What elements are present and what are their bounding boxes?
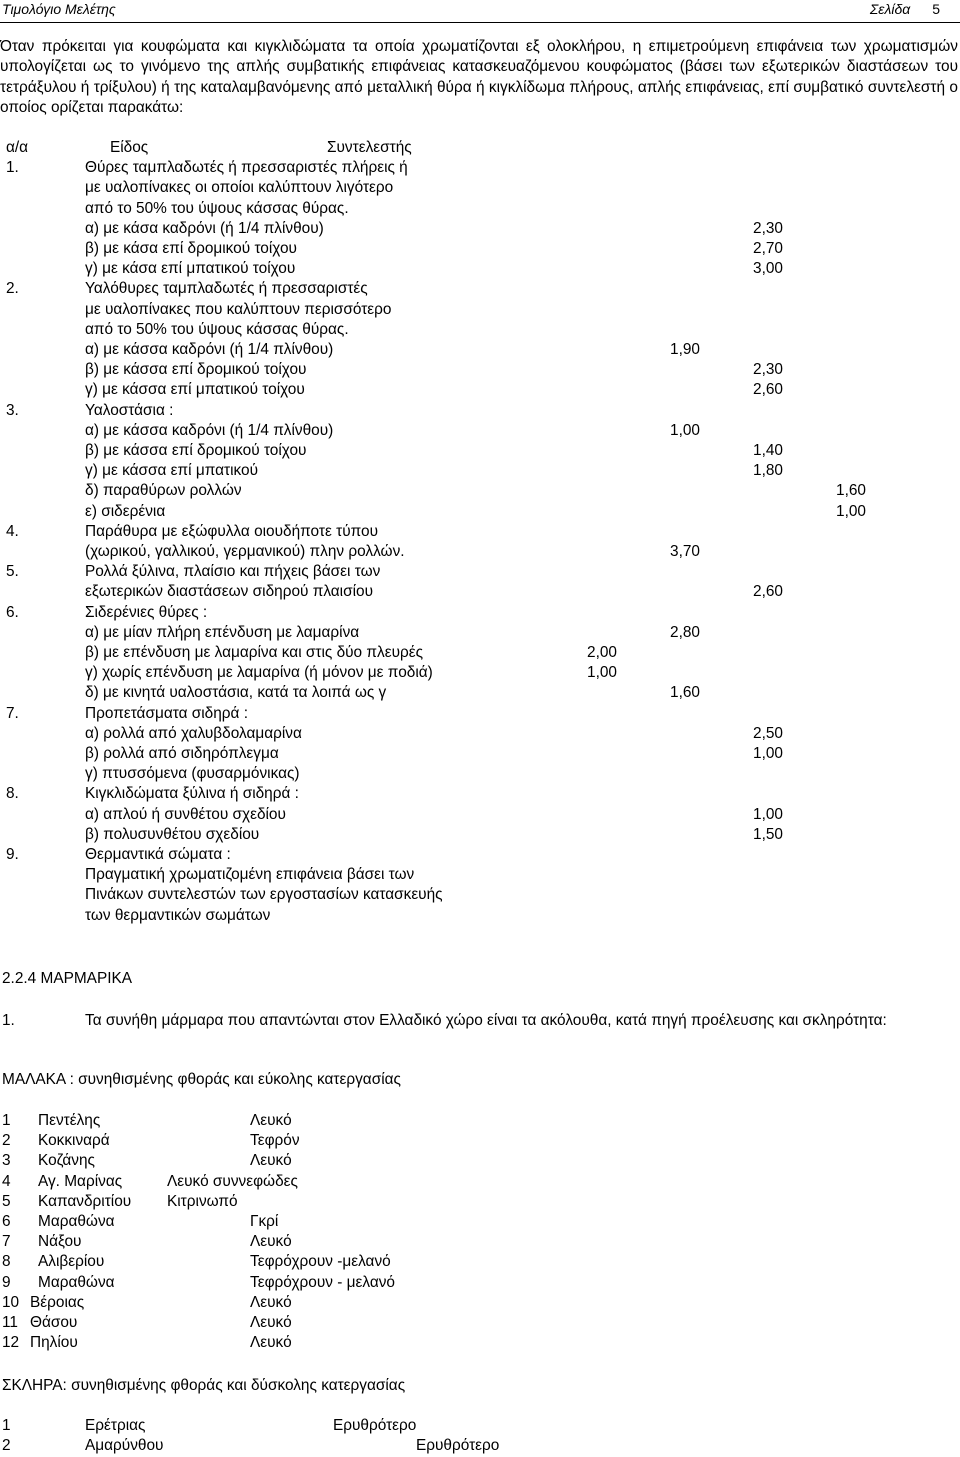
sub-item-label: γ) πτυσσόμενα (φυσαρμόνικας) (85, 765, 300, 783)
sub-item-label: δ) με κινητά υαλοστάσια, κατά τα λοιπά ως γ (85, 684, 387, 702)
sub-item-label: β) με κάσσα επί δρομικού τοίχου (85, 442, 307, 459)
item-description: Ρολλά ξύλινα, πλαίσιο και πήχεις βάσει των (85, 563, 381, 581)
page-number: 5 (932, 1, 940, 17)
marble-origin: Μαραθώνα (38, 1273, 115, 1291)
marble-origin: Βέροιας (30, 1293, 85, 1311)
item-description: Υαλόθυρες ταμπλαδωτές ή πρεσσαριστές (85, 280, 368, 298)
item-description: με υαλοπίνακες οι οποίοι καλύπτουν λιγότερο (85, 179, 394, 197)
marble-intro-paragraph: Τα συνήθη μάρμαρα που απαντώνται στον Ελλαδικό χώρο είναι τα ακόλουθα, κατά πηγή προέλευσης και σκληρότητα: (85, 1012, 887, 1029)
marble-color: Ερυθρότερο (333, 1417, 417, 1434)
sub-item-label: α) απλού ή συνθέτου σχεδίου (85, 805, 286, 823)
sub-item-label: ε) σιδερένια (85, 502, 166, 520)
marble-color: Λευκό (250, 1314, 292, 1331)
marble-number: 1 (2, 1112, 11, 1129)
item-number: 1. (6, 159, 19, 177)
item-description: Πραγματική χρωματιζομένη επιφάνεια βάσει των (85, 866, 415, 884)
coefficient-value: 3,00 (753, 260, 783, 278)
item-description: Θύρες ταμπλαδωτές ή πρεσσαριστές πλήρεις ή (85, 159, 408, 177)
coefficient-value: 1,00 (753, 805, 783, 823)
item-description: από το 50% του ύψους κάσσας θύρας. (85, 199, 349, 217)
coefficient-value: 2,50 (753, 724, 783, 742)
sub-item-label: α) με μίαν πλήρη επένδυση με λαμαρίνα (85, 623, 360, 641)
coefficient-value: 1,00 (753, 745, 783, 762)
marble-origin: Αγ. Μαρίνας (38, 1172, 123, 1190)
table-header-aa: α/α (6, 139, 29, 156)
sub-item-label: β) με επένδυση με λαμαρίνα και στις δύο πλευρές (85, 644, 424, 661)
item-description: με υαλοπίνακες που καλύπτουν περισσότερο (85, 300, 392, 318)
item-description: Προπετάσματα σιδηρά : (85, 704, 248, 722)
sub-item-label: β) πολυσυνθέτου σχεδίου (85, 825, 260, 843)
marble-color: Κιτρινωπό (167, 1192, 238, 1210)
page-label: Σελίδα (869, 1, 911, 17)
item-description: Κιγκλιδώματα ξύλινα ή σιδηρά : (85, 785, 299, 803)
coefficient-value: 1,80 (753, 462, 783, 480)
coefficient-value: 3,70 (670, 543, 700, 560)
sub-item-label: γ) με κάσσα επί μπατικού (85, 462, 259, 480)
section-title: 2.2.4 ΜΑΡΜΑΡΙΚΑ (2, 970, 133, 987)
marble-number: 5 (2, 1192, 11, 1210)
marble-color: Λευκό (250, 1233, 292, 1251)
table-header-coefficient: Συντελεστής (327, 139, 412, 156)
item-description: Πινάκων συντελεστών των εργοστασίων κατασκευής (85, 886, 443, 904)
marble-number: 12 (2, 1334, 20, 1352)
marble-origin: Ερέτριας (85, 1417, 146, 1434)
coefficient-value: 1,00 (836, 502, 866, 520)
item-number: 6. (6, 603, 19, 621)
item-number: 9. (6, 846, 19, 863)
marble-origin: Μαραθώνα (38, 1213, 115, 1230)
coefficient-value: 1,50 (753, 825, 783, 843)
coefficient-value: 2,80 (670, 623, 700, 641)
marble-number: 1 (2, 1417, 11, 1434)
marble-color: Λευκό (250, 1112, 292, 1129)
marble-origin: Πηλίου (30, 1334, 78, 1352)
coefficient-value: 1,00 (587, 664, 617, 682)
item-description: Υαλοστάσια : (85, 401, 174, 419)
sub-item-label: α) με κάσσα καδρόνι (ή 1/4 πλίνθου) (85, 421, 334, 439)
item-number: 3. (6, 401, 19, 419)
marble-origin: Καπανδριτίου (38, 1192, 132, 1210)
item-description: Θερμαντικά σώματα : (85, 846, 231, 863)
marble-origin: Κοζάνης (38, 1152, 95, 1170)
sub-item-label: β) ρολλά από σιδηρόπλεγμα (85, 745, 279, 762)
coefficient-value: 1,40 (753, 442, 783, 459)
sub-item-label: δ) παραθύρων ρολλών (85, 482, 242, 500)
marble-number: 9 (2, 1273, 11, 1291)
coefficient-value: 2,60 (753, 381, 783, 399)
coefficient-value: 1,90 (670, 341, 700, 358)
marble-number: 11 (2, 1314, 18, 1331)
marble-number: 8 (2, 1253, 11, 1271)
item-description: Σιδερένιες θύρες : (85, 603, 208, 621)
sub-item-label: α) ρολλά από χαλυβδολαμαρίνα (85, 724, 302, 742)
marble-origin: Αμαρύνθου (85, 1437, 164, 1455)
sub-item-label: γ) με κάσα επί μπατικού τοίχου (85, 260, 296, 278)
coefficient-value: 1,60 (670, 684, 700, 702)
table-header-kind: Είδος (110, 139, 149, 156)
marble-origin: Θάσου (30, 1314, 78, 1331)
marble-number: 3 (2, 1152, 11, 1170)
marble-color: Τεφρόχρουν - μελανό (250, 1273, 395, 1291)
sub-item-label: α) με κάσσα καδρόνι (ή 1/4 πλίνθου) (85, 341, 334, 358)
coefficient-value: 1,00 (670, 421, 700, 439)
marble-color: Ερυθρότερο (416, 1437, 500, 1455)
item-number: 2. (6, 280, 19, 298)
item-number: 5. (6, 563, 19, 581)
marble-number: 2 (2, 1132, 11, 1150)
marble-color: Τεφρόχρουν -μελανό (250, 1253, 391, 1271)
marble-number: 7 (2, 1233, 11, 1251)
page-header (0, 0, 960, 23)
marble-color: Λευκό (250, 1334, 292, 1352)
page-indicator (870, 1, 940, 17)
sub-item-label: β) με κάσα επί δρομικού τοίχου (85, 240, 297, 257)
marble-number: 6 (2, 1213, 11, 1230)
item-number: 7. (6, 704, 19, 722)
marble-origin: Κοκκιναρά (38, 1132, 110, 1150)
item-description: από το 50% του ύψους κάσσας θύρας. (85, 320, 349, 338)
coefficient-value: 2,30 (753, 219, 783, 237)
item-description: (χωρικού, γαλλικού, γερμανικού) πλην ρολλών. (85, 543, 405, 560)
sub-item-label: β) με κάσσα επί δρομικού τοίχου (85, 361, 307, 379)
soft-marbles-heading: ΜΑΛΑΚΑ : συνηθισμένης φθοράς και εύκολης κατεργασίας (2, 1071, 401, 1088)
intro-paragraph: Όταν πρόκειται για κουφώματα και κιγκλιδώματα τα οποία χρωματίζονται εξ ολοκλήρου, η επιμετρούμενη επιφάνεια των χρωματισμών υπολογίζεται ως το γινόμενο της απλής συμβατικής επιφάνειας κατασκευαζόμενου κουφώματος (βάσει των εξωτερικών διαστάσεων του τετράξυλου ή τρίξυλου) ή της καταλαμβανόμενης από μεταλλική θύρα ή κιγκλίδωμα πλήρους, απλής επιφάνειας, επί συμβατικό συντελεστή ο οποίος ορίζεται παρακάτω: (0, 38, 958, 116)
marble-color: Γκρί (250, 1213, 279, 1230)
marble-color: Λευκό (250, 1152, 292, 1170)
item-number: 8. (6, 785, 19, 803)
marble-color: Τεφρόν (250, 1132, 300, 1150)
coefficient-value: 2,30 (753, 361, 783, 379)
item-description: των θερμαντικών σωμάτων (85, 906, 271, 924)
coefficient-value: 2,60 (753, 583, 783, 601)
item-description: εξωτερικών διαστάσεων σιδηρού πλαισίου (85, 583, 373, 601)
marble-origin: Αλιβερίου (38, 1253, 105, 1271)
marble-number: 4 (2, 1172, 11, 1190)
paragraph-number: 1. (2, 1012, 15, 1029)
item-description: Παράθυρα με εξώφυλλα οιουδήποτε τύπου (85, 522, 378, 540)
sub-item-label: γ) χωρίς επένδυση με λαμαρίνα (ή μόνον με ποδιά) (85, 664, 433, 682)
coefficient-value: 2,70 (753, 240, 783, 257)
item-number: 4. (6, 522, 19, 540)
document-title: Τιμολόγιο Μελέτης (2, 1, 116, 17)
hard-marbles-heading: ΣΚΛΗΡΑ: συνηθισμένης φθοράς και δύσκολης κατεργασίας (2, 1377, 406, 1394)
coefficient-value: 1,60 (836, 482, 866, 500)
sub-item-label: γ) με κάσσα επί μπατικού τοίχου (85, 381, 305, 399)
marble-number: 2 (2, 1437, 11, 1455)
marble-origin: Νάξου (38, 1233, 82, 1251)
coefficient-value: 2,00 (587, 644, 617, 661)
marble-number: 10 (2, 1293, 20, 1311)
marble-origin: Πεντέλης (38, 1112, 101, 1129)
marble-color: Λευκό συννεφώδες (167, 1172, 298, 1190)
sub-item-label: α) με κάσα καδρόνι (ή 1/4 πλίνθου) (85, 219, 324, 237)
marble-color: Λευκό (250, 1293, 292, 1311)
